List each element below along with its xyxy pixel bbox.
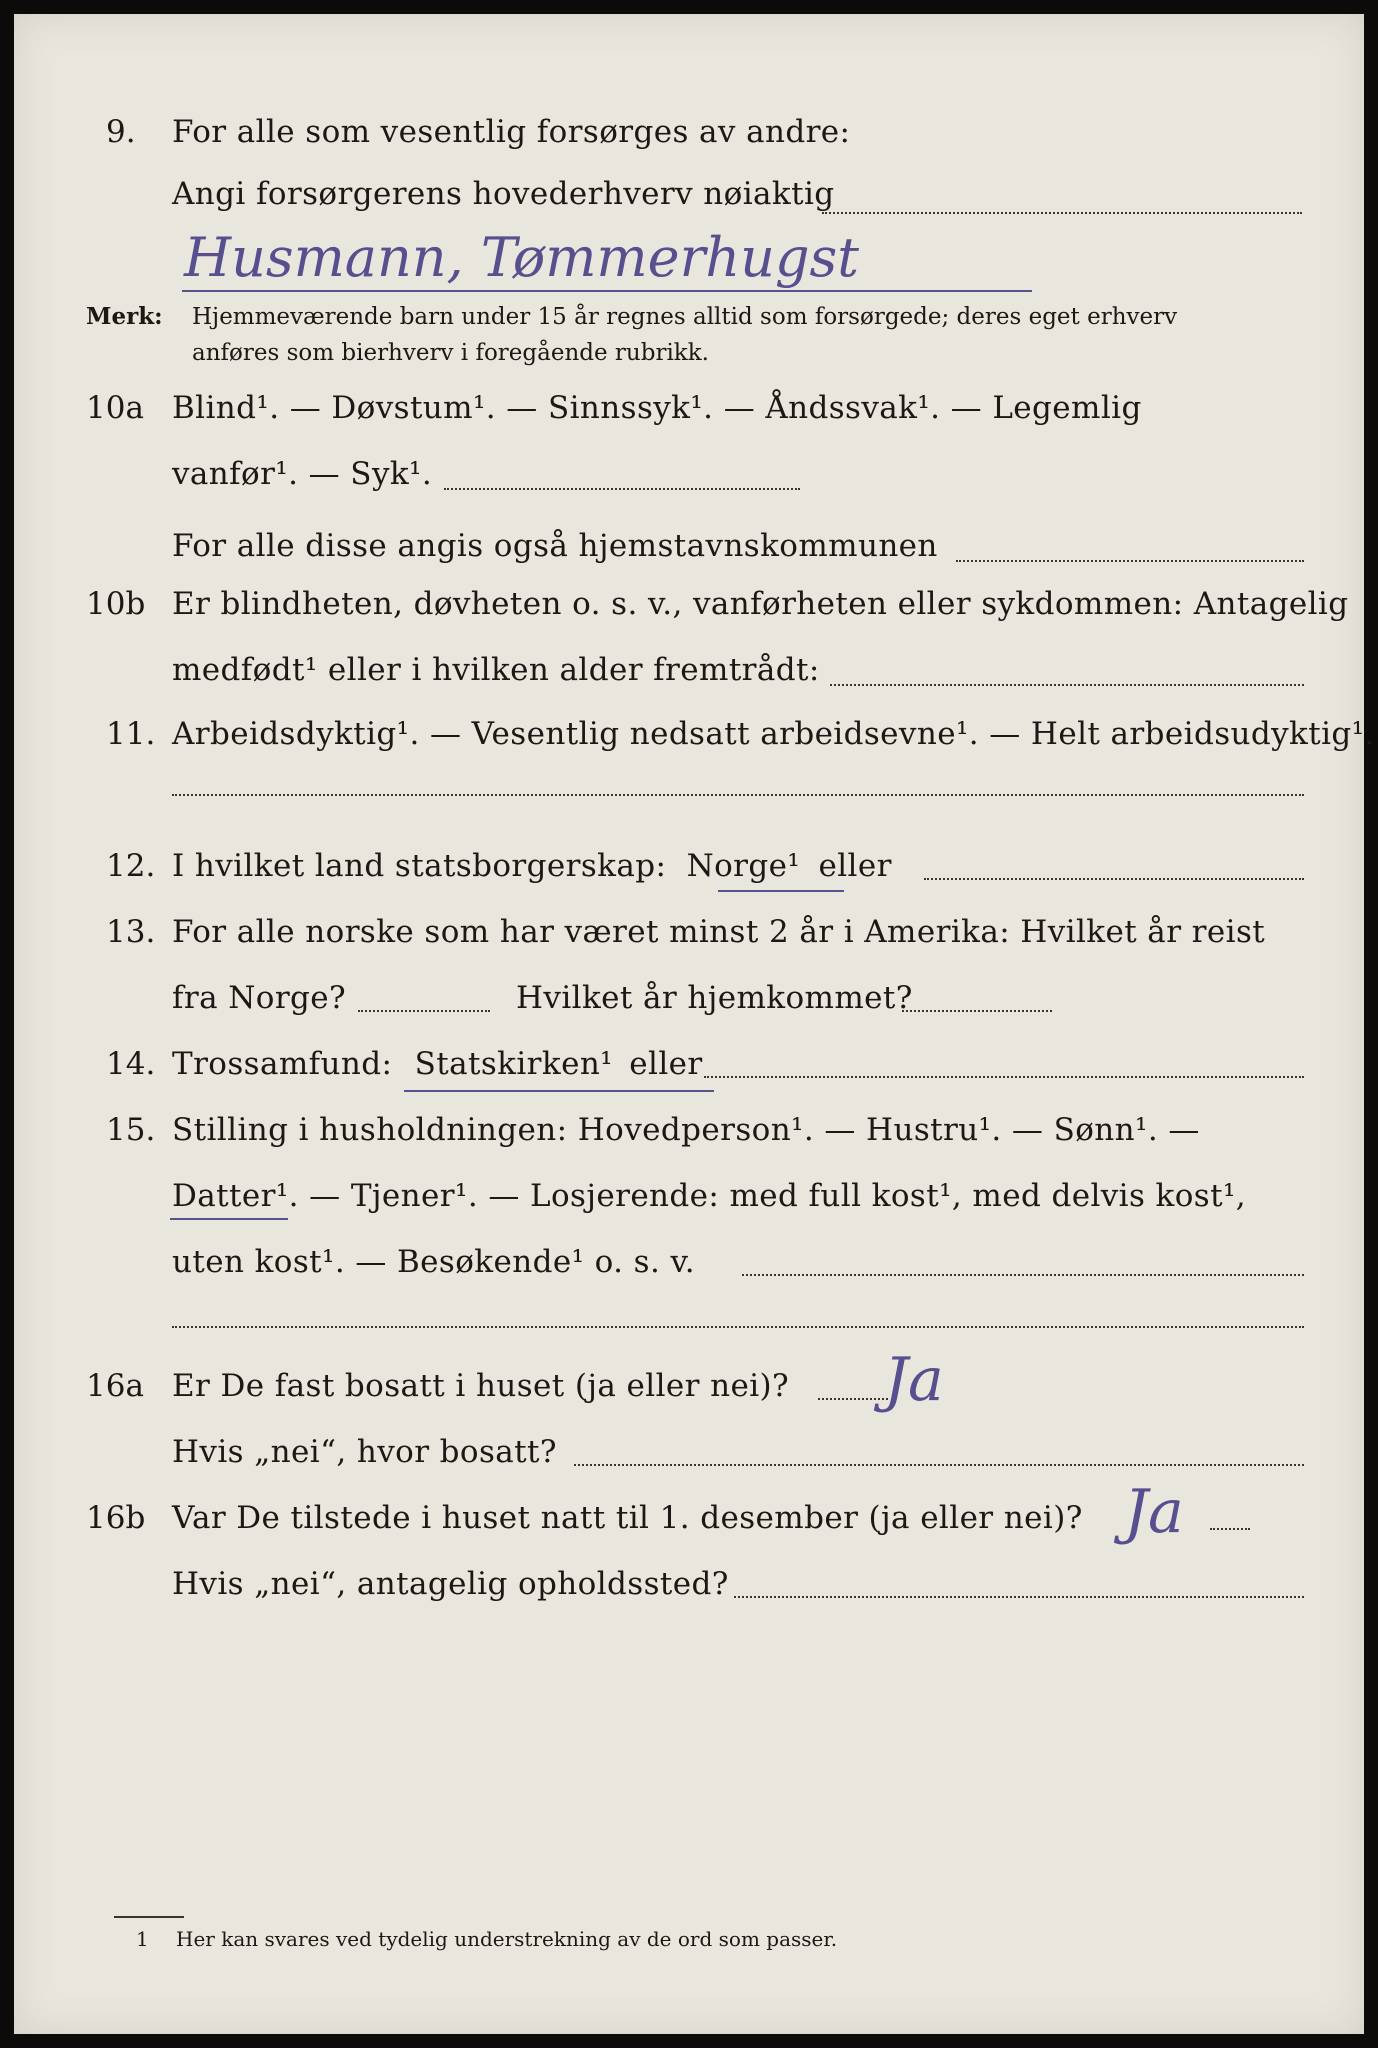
q15-datter-underline (170, 1218, 288, 1220)
q13-year-left-dotted-line (358, 1010, 490, 1012)
q10a-number: 10a (86, 390, 144, 426)
q13-line1: For alle norske som har været minst 2 år i Amerika: Hvilket år reist (172, 914, 1266, 950)
q10b-line1: Er blindheten, døvheten o. s. v., vanførheten eller sykdommen: Antagelig (172, 586, 1349, 622)
q10b-line2: medfødt¹ eller i hvilken alder fremtrådt: (172, 652, 820, 688)
q16a-line2: Hvis „nei“, hvor bosatt? (172, 1434, 557, 1470)
q9-handwritten-answer: Husmann, Tømmerhugst (184, 226, 859, 289)
merk-note-line2: anføres som bierhverv i foregående rubrikk. (192, 340, 709, 366)
census-form-page (14, 14, 1375, 2034)
q14-number: 14. (106, 1046, 156, 1082)
q16b-line1: Var De tilstede i huset natt til 1. desember (ja eller nei)? (172, 1500, 1083, 1536)
q10a-home-dotted-line (956, 560, 1304, 562)
q16a-handwritten-answer: Ja (884, 1345, 944, 1415)
q13-number: 13. (106, 914, 156, 950)
q9-question-line1: For alle som vesentlig forsørges av andre: (172, 114, 851, 150)
q13-line2b: Hvilket år hjemkommet? (516, 980, 913, 1016)
q9-question-line2: Angi forsørgerens hovederhverv nøiaktig (172, 176, 835, 212)
q9-answer-underline (182, 290, 1032, 292)
q11-dotted-line (172, 794, 1304, 796)
footnote-rule (114, 1916, 184, 1918)
q15-line3: uten kost¹. — Besøkende¹ o. s. v. (172, 1244, 695, 1280)
merk-note-line1: Hjemmeværende barn under 15 år regnes alltid som forsørgede; deres eget erhverv (192, 304, 1178, 330)
q16b-line2: Hvis „nei“, antagelig opholdssted? (172, 1566, 729, 1602)
q12-norge-underline (718, 890, 844, 892)
q16b-dotted-line (1210, 1528, 1250, 1530)
footnote-text: Her kan svares ved tydelig understrekning av de ord som passer. (176, 1927, 838, 1951)
q12-line1: I hvilket land statsborgerskap: Norge¹ eller (172, 848, 892, 884)
q14-statskirken-option: Statskirken¹ (414, 1046, 614, 1082)
q13-line2a: fra Norge? (172, 980, 347, 1016)
q10a-line1: Blind¹. — Døvstum¹. — Sinnssyk¹. — Åndssvak¹. — Legemlig (172, 390, 1142, 426)
q15-line1: Stilling i husholdningen: Hovedperson¹. — Hustru¹. — Sønn¹. — (172, 1112, 1200, 1148)
merk-label: Merk: (86, 303, 163, 330)
q15-line2: Datter¹. — Tjener¹. — Losjerende: med full kost¹, med delvis kost¹, (172, 1178, 1247, 1214)
q16a-line1: Er De fast bosatt i huset (ja eller nei)? (172, 1368, 790, 1404)
q9-number: 9. (106, 114, 136, 150)
q12-number: 12. (106, 848, 156, 884)
q15-datter-option: Datter¹. (172, 1178, 299, 1214)
q12-dotted-line (924, 878, 1304, 880)
q10a-dotted-line (444, 488, 800, 490)
q16b-handwritten-answer: Ja (1124, 1477, 1184, 1547)
q14-line1: Trossamfund: Statskirken¹ eller (172, 1046, 703, 1082)
q16a-number: 16a (86, 1368, 144, 1404)
q16a-home-dotted-line (574, 1464, 1304, 1466)
q16b-place-dotted-line (734, 1596, 1304, 1598)
q11-number: 11. (106, 716, 156, 752)
q10a-line2: vanfør¹. — Syk¹. (172, 456, 433, 492)
q14-dotted-line (704, 1076, 1304, 1078)
q16a-dotted-line (818, 1398, 888, 1400)
q11-line1: Arbeidsdyktig¹. — Vesentlig nedsatt arbeidsevne¹. — Helt arbeidsudyktig¹. (172, 716, 1375, 752)
q13-year-return-dotted-line (902, 1010, 1052, 1012)
q16b-number: 16b (86, 1500, 146, 1536)
q10b-dotted-line (830, 684, 1304, 686)
q10a-line3: For alle disse angis også hjemstavnskommunen (172, 528, 938, 564)
q10b-number: 10b (86, 586, 146, 622)
q12-norge-option: Norge¹ (686, 848, 801, 884)
footnote-mark: 1 (136, 1927, 149, 1951)
q14-statskirken-underline (404, 1090, 714, 1092)
q15-number: 15. (106, 1112, 156, 1148)
q15-extra-dotted-line (172, 1326, 1304, 1328)
q15-dotted-line (742, 1274, 1304, 1276)
q9-answer-dotted-line (822, 212, 1302, 214)
